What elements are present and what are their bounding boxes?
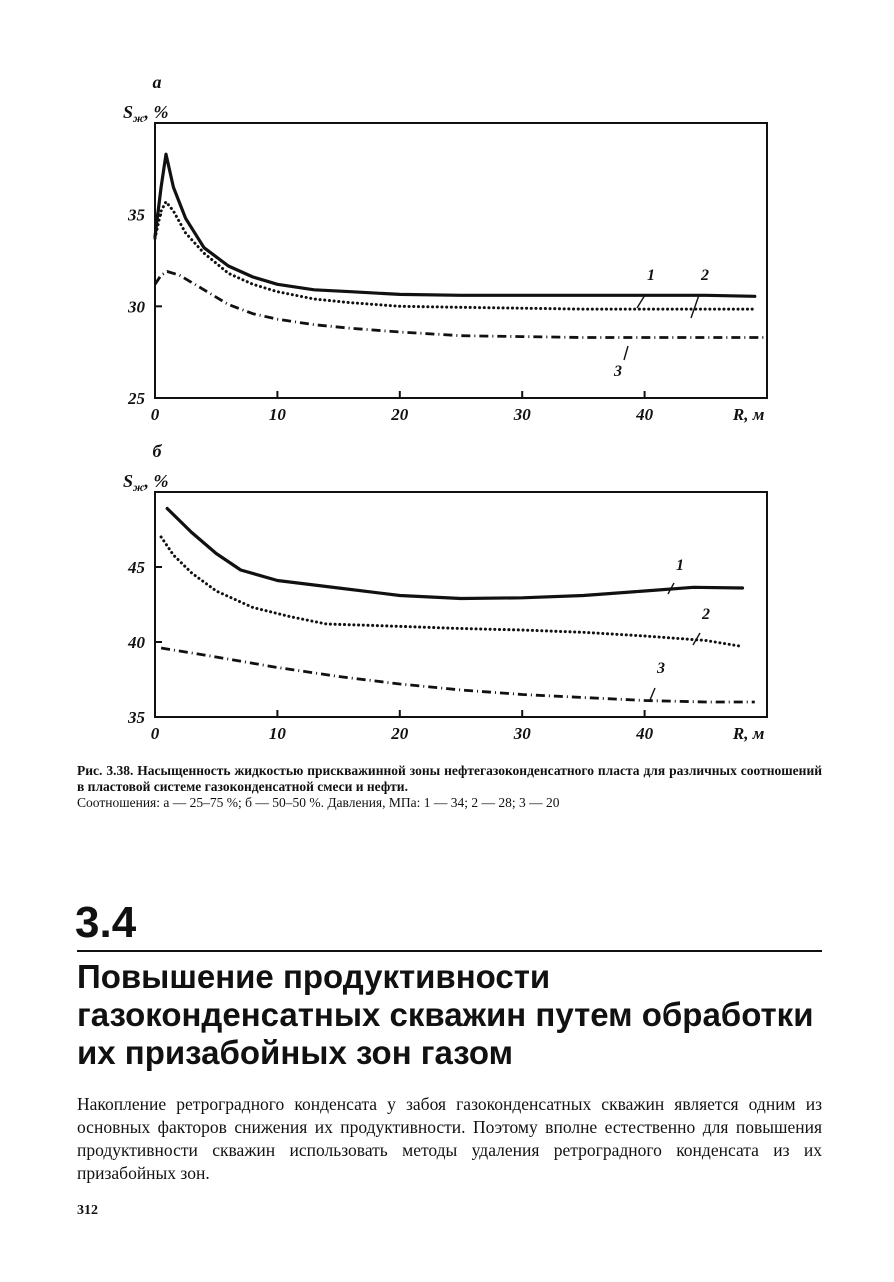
x-axis-label: R, м [732,724,765,743]
x-tick-label: 40 [636,405,654,424]
chart-panel-b [123,441,767,743]
panel-label: а [152,72,162,92]
series-line-1 [167,509,742,599]
curve-label-leader [624,346,628,360]
caption-regular: Соотношения: а — 25–75 %; б — 50–50 %. Давления, МПа: 1 — 34; 2 — 28; 3 — 20 [77,795,560,810]
y-axis-label [123,471,168,494]
section-number: 3.4 [75,898,137,947]
x-axis-label: R, м [732,405,765,424]
body-paragraph: Накопление ретроградного конденсата у забоя газоконденсатных скважин является одним из основных факторов снижения их продуктивности. Поэтому вполне естественно для повышения продуктивности скважин использовать методы удаления ретроградного конденсата из их призабойных зон. [77,1094,822,1183]
section-divider [77,950,822,952]
x-tick-label: 0 [150,405,160,424]
y-axis-label-unit: , % [144,102,169,122]
curve-label-2: 2 [702,606,710,623]
series-line-3 [161,648,755,702]
y-tick-label: 30 [128,297,145,317]
curve-label-1: 1 [647,267,655,284]
panel-label: б [152,441,162,461]
x-tick-label: 20 [391,405,409,424]
caption-bold: Рис. 3.38. Насыщенность жидкостью прискважинной зоны нефтегазоконденсатного пласта для различных соотношений в пластовой системе газоконденсатной смеси и нефти. [77,763,822,794]
x-tick-label: 0 [150,724,160,743]
curve-label-3: 3 [614,363,622,380]
curve-label-2: 2 [701,267,709,284]
series-line-1 [155,154,755,296]
plot-frame [155,123,767,398]
x-tick-label: 30 [513,405,531,424]
x-tick-label: 10 [268,405,286,424]
y-axis-label-sub: ж [133,111,145,125]
y-axis-label [123,102,168,125]
y-axis-label-unit: , % [144,471,169,491]
curve-label-leader [637,295,645,308]
y-tick-label: 45 [128,558,145,577]
curve-label-leader [693,633,700,645]
curve-label-leader [691,295,699,318]
x-tick-label: 40 [636,724,654,743]
y-tick-label: 25 [128,389,145,408]
page-number: 312 [77,1203,98,1218]
figure-caption [77,763,822,811]
y-tick-label: 35 [128,205,145,225]
x-tick-label: 30 [513,724,531,743]
y-tick-label: 35 [128,708,145,727]
section-title: Повышение продуктивности газоконденсатных скважин путем обработки их призабойных зон газом [77,958,814,1071]
series-line-2 [155,202,755,309]
curve-label-3: 3 [657,660,665,677]
curve-label-1: 1 [676,557,684,574]
x-tick-label: 10 [268,724,286,743]
curve-label-leader [650,688,655,700]
y-axis-label-main: S [123,102,134,122]
x-tick-label: 20 [391,724,409,743]
y-tick-label: 40 [128,633,145,652]
y-axis-label-sub: ж [133,480,145,494]
chart-panel-a [123,72,767,424]
y-axis-label-main: S [123,471,134,491]
plot-frame [155,492,767,717]
